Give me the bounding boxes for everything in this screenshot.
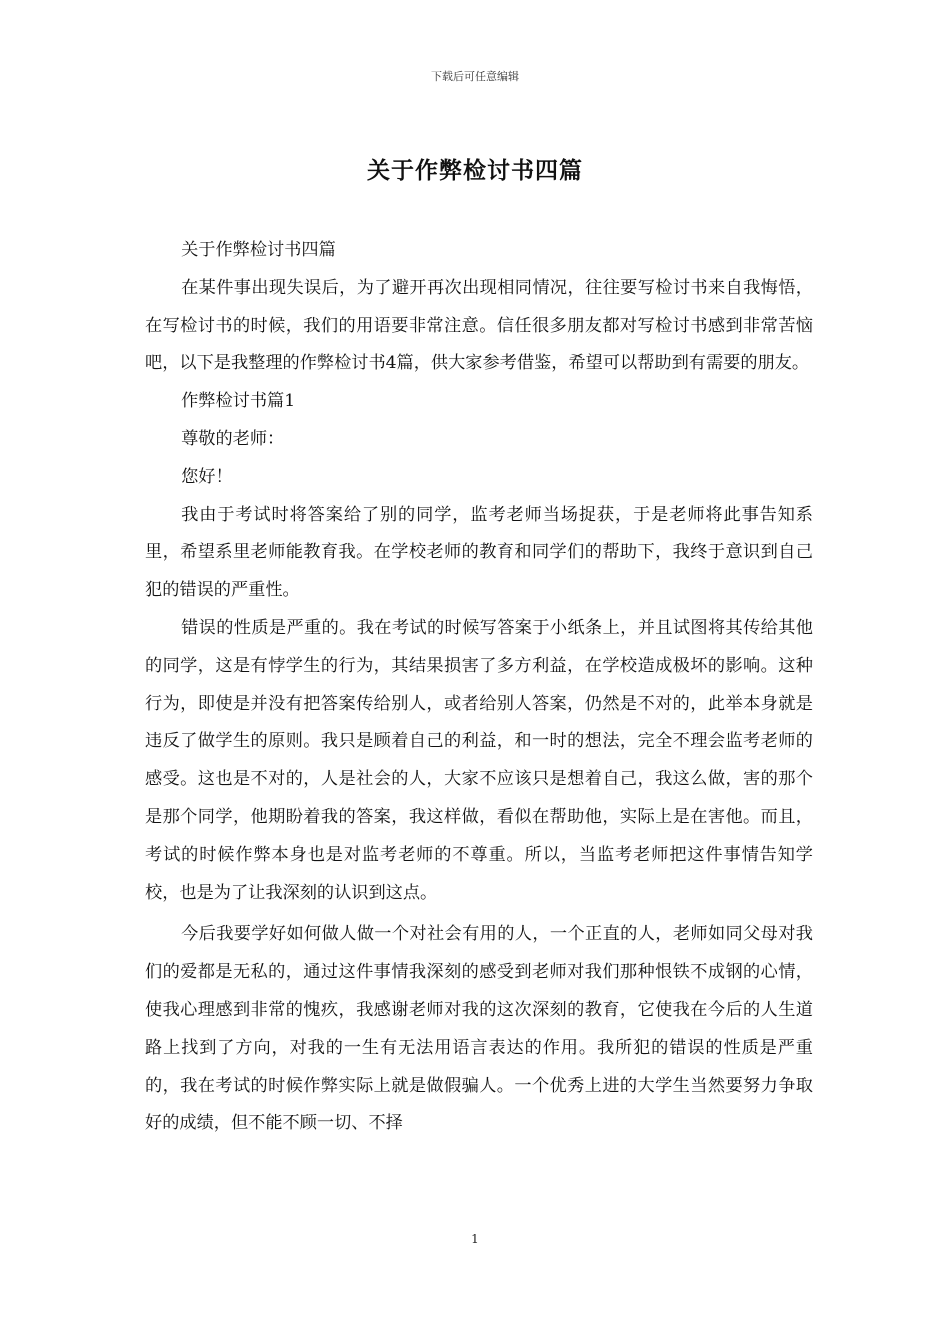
document-title: 关于作弊检讨书四篇 bbox=[367, 157, 583, 184]
paragraph-greeting: 您好！ bbox=[181, 466, 233, 487]
document-body bbox=[145, 232, 813, 1143]
paragraph-subtitle: 关于作弊检讨书四篇 bbox=[181, 240, 336, 260]
page-number: 1 bbox=[471, 1232, 479, 1246]
paragraph-body-1: 我由于考试时将答案给了别的同学，监考老师当场捉获，于是老师将此事告知系里，希望系里老师能教育我。在学校老师的教育和同学们的帮助下，我终于意识到自己犯的错误的严重性。 bbox=[145, 504, 813, 601]
header-note: 下载后可任意编辑 bbox=[431, 70, 519, 83]
paragraph-body-3: 今后我要学好如何做人做一个对社会有用的人，一个正直的人，老师如同父母对我们的爱都是无私的，通过这件事情我深刻的感受到老师对我们那种恨铁不成钢的心情，使我心理感到非常的愧疚，我感谢老师对我的这次深刻的教育，它使我在今后的人生道路上找到了方向，对我的一生有无法用语言表达的作用。我所犯的错误的性质是严重的，我在考试的时候作弊实际上就是做假骗人。一个优秀上进的大学生当然要努力争取好的成绩，但不能不顾一切、不择 bbox=[145, 924, 813, 1134]
paragraph-intro: 在某件事出现失误后，为了避开再次出现相同情况，往往要写检讨书来自我悔悟，在写检讨书的时候，我们的用语要非常注意。信任很多朋友都对写检讨书感到非常苦恼吧，以下是我整理的作弊检讨书4篇，供大家参考借鉴，希望可以帮助到有需要的朋友。 bbox=[145, 277, 813, 374]
paragraph-section-heading: 作弊检讨书篇1 bbox=[181, 391, 296, 412]
paragraph-salutation: 尊敬的老师： bbox=[181, 428, 285, 449]
paragraph-body-2: 错误的性质是严重的。我在考试的时候写答案于小纸条上，并且试图将其传给其他的同学，这是有悖学生的行为，其结果损害了多方利益，在学校造成极坏的影响。这种行为，即使是并没有把答案传给别人，或者给别人答案，仍然是不对的，此举本身就是违反了做学生的原则。我只是顾着自己的利益，和一时的想法，完全不理会监考老师的感受。这也是不对的，人是社会的人，大家不应该只是想着自己，我这么做，害的那个是那个同学，他期盼着我的答案，我这样做，看似在帮助他，实际上是在害他。而且，考试的时候作弊本身也是对监考老师的不尊重。所以，当监考老师把这件事情告知学校，也是为了让我深刻的认识到这点。 bbox=[145, 617, 813, 903]
